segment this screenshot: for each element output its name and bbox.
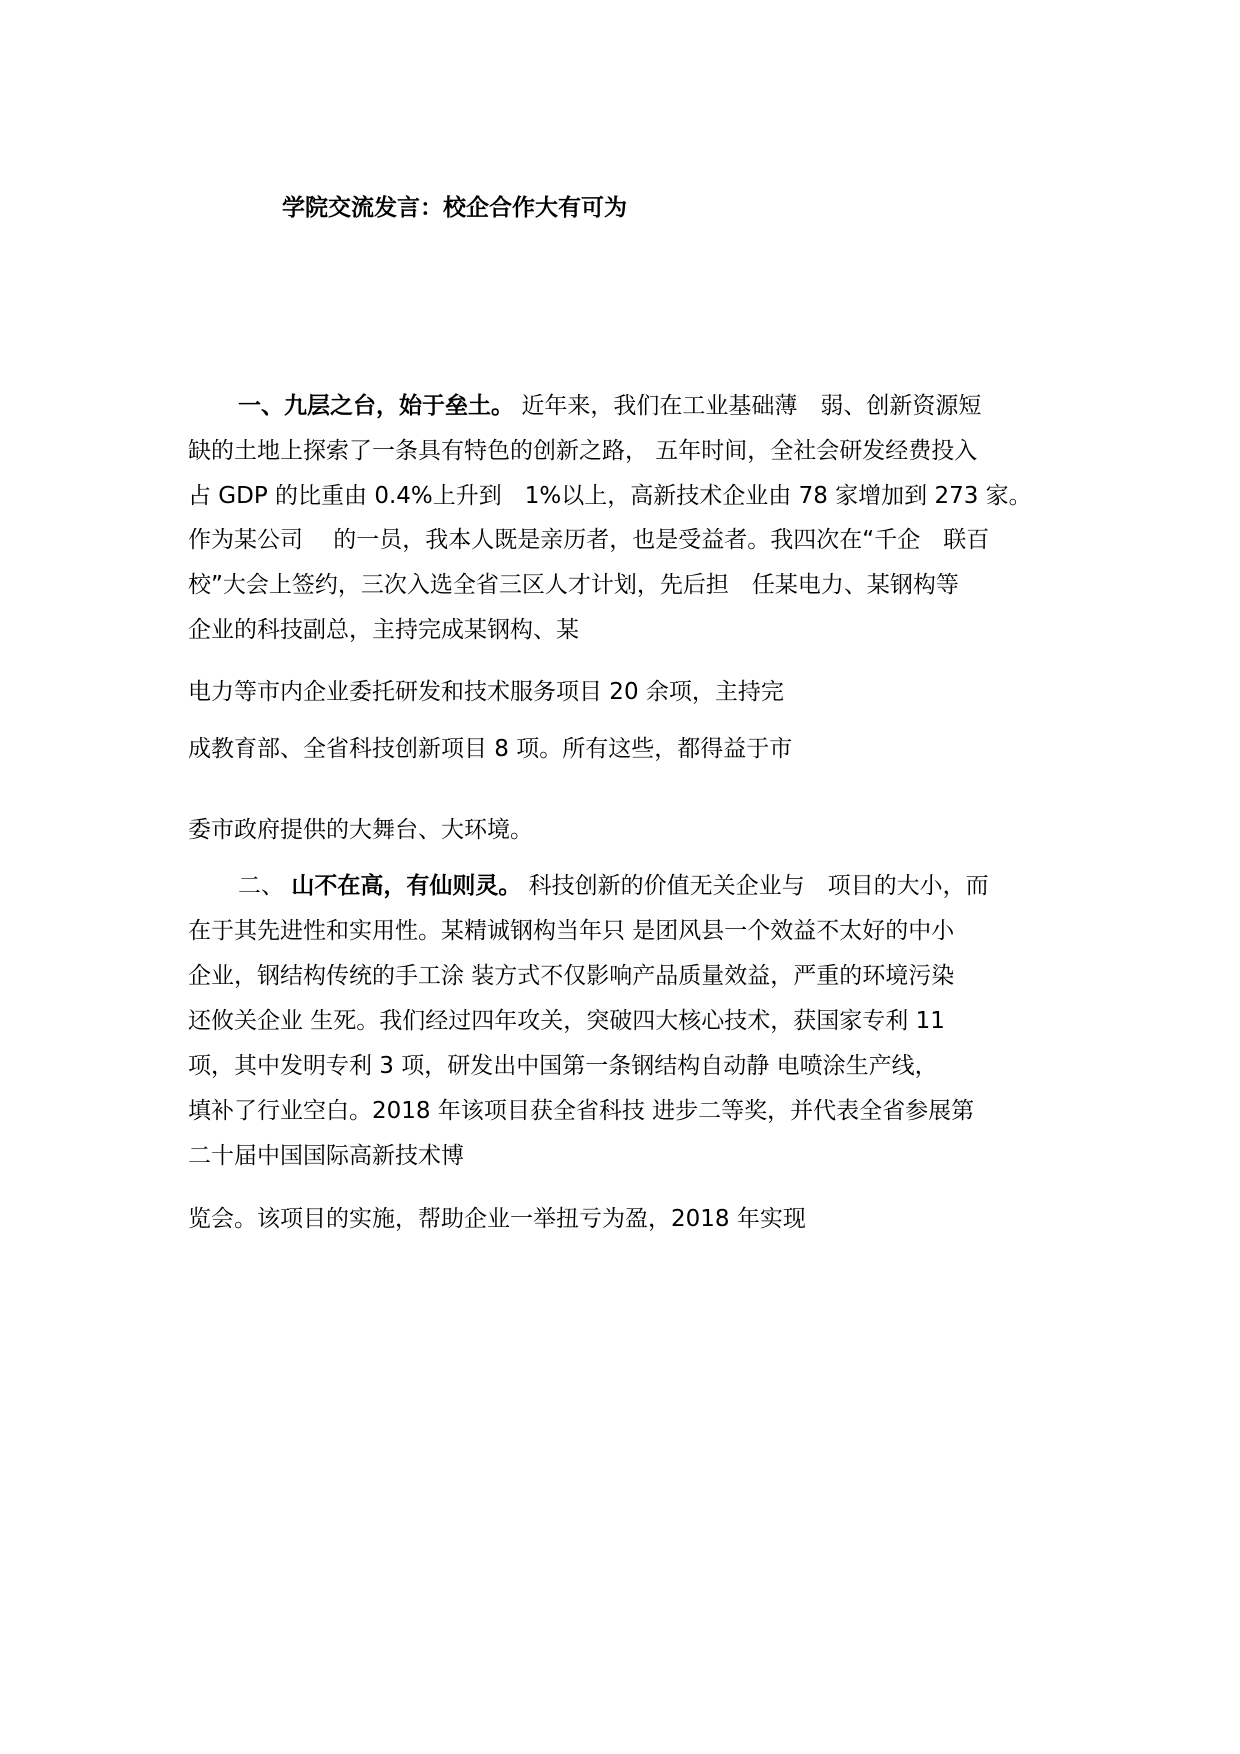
section1-line: 委市政府提供的大舞台、大环境。 bbox=[188, 817, 533, 843]
section2-first-line-text: 科技创新的价值无关企业与 项目的大小，而 bbox=[528, 873, 989, 899]
section1-line: 成教育部、全省科技创新项目 8 项。所有这些，都得益于市 bbox=[188, 736, 793, 762]
section2-line: 览会。该项目的实施，帮助企业一举扭亏为盈，2018 年实现 bbox=[188, 1206, 806, 1232]
section1-heading: 一、九层之台，始于垒土。 bbox=[238, 393, 514, 419]
section2-heading-prefix: 二、 bbox=[238, 873, 284, 899]
section1-line: 缺的土地上探索了一条具有特色的创新之路， 五年时间，全社会研发经费投入 bbox=[188, 438, 978, 464]
section1-line: 电力等市内企业委托研发和技术服务项目 20 余项，主持完 bbox=[188, 679, 784, 705]
section2-line: 企业，钢结构传统的手工涂 装方式不仅影响产品质量效益，严重的环境污染 bbox=[188, 963, 955, 989]
section1-first-line-text: 近年来，我们在工业基础薄 弱、创新资源短 bbox=[521, 393, 982, 419]
section1-line: 作为某公司 的一员，我本人既是亲历者，也是受益者。我四次在“千企 联百 bbox=[188, 527, 990, 553]
section1-line: 校”大会上签约，三次入选全省三区人才计划，先后担 任某电力、某钢构等 bbox=[188, 572, 959, 598]
section2-line: 项，其中发明专利 3 项，研发出中国第一条钢结构自动静 电喷涂生产线， bbox=[188, 1053, 938, 1079]
section2-line: 在于其先进性和实用性。某精诚钢构当年只 是团风县一个效益不太好的中小 bbox=[188, 918, 955, 944]
section2-line: 二十届中国国际高新技术博 bbox=[188, 1143, 464, 1169]
section2-line: 还攸关企业 生死。我们经过四年攻关，突破四大核心技术，获国家专利 11 bbox=[188, 1008, 945, 1034]
section2-line: 填补了行业空白。2018 年该项目获全省科技 进步二等奖，并代表全省参展第 bbox=[188, 1098, 975, 1124]
section1-first-line bbox=[238, 388, 981, 424]
document-title: 学院交流发言：校企合作大有可为 bbox=[282, 195, 627, 221]
section2-first-line bbox=[238, 868, 989, 904]
section1-line: 企业的科技副总，主持完成某钢构、某 bbox=[188, 617, 579, 643]
section2-heading: 山不在高，有仙则灵。 bbox=[291, 873, 522, 899]
section1-line: 占 GDP 的比重由 0.4%上升到 1%以上，高新技术企业由 78 家增加到 273 家。 bbox=[188, 483, 1032, 509]
